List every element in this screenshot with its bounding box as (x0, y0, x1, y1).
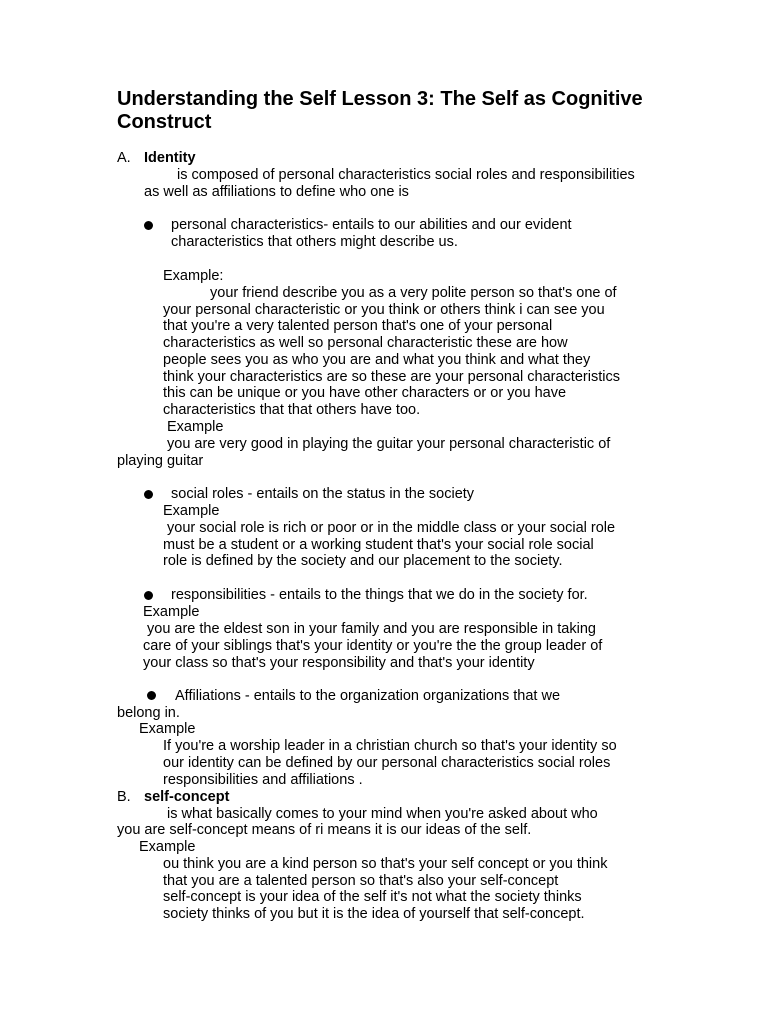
section-b-marker: B. (117, 789, 131, 805)
example-label: Example (139, 721, 196, 737)
example-line: self-concept is your idea of the self it's not what the society thinks (163, 889, 582, 905)
section-a-definition-line: is composed of personal characteristics social roles and responsibilities (177, 167, 635, 183)
section-a-marker: A. (117, 150, 131, 166)
personal-characteristics-bullet: characteristics that others might describe us. (171, 234, 458, 250)
example-line: people sees you as who you are and what you think and what they (163, 352, 591, 368)
section-b-definition-line: is what basically comes to your mind when you're asked about who (167, 806, 598, 822)
page-title: Understanding the Self Lesson 3: The Self as Cognitive Construct (117, 88, 643, 133)
example-label: Example (167, 419, 224, 435)
example-line: your class so that's your responsibility and that's your identity (143, 655, 535, 671)
section-b-definition-line: you are self-concept means of ri means it is our ideas of the self. (117, 822, 532, 838)
example-line: characteristics that that others have too. (163, 402, 421, 418)
bullet-icon (144, 490, 153, 499)
personal-characteristics-bullet: personal characteristics- entails to our abilities and our evident (171, 217, 572, 233)
example-line: that you are a talented person so that's also your self-concept (163, 873, 559, 889)
example-line: our identity can be defined by our personal characteristics social roles (163, 755, 611, 771)
example-line: that you're a very talented person that's one of your personal (163, 318, 553, 334)
example-line: responsibilities and affiliations . (163, 772, 363, 788)
social-roles-bullet: social roles - entails on the status in the society (171, 486, 475, 502)
example-line: role is defined by the society and our placement to the society. (163, 553, 563, 569)
bullet-icon (144, 221, 153, 230)
example-label: Example (139, 839, 196, 855)
example-line: must be a student or a working student that's your social role social (163, 537, 594, 553)
example-line: your personal characteristic or you think or others think i can see you (163, 302, 605, 318)
example-label: Example (143, 604, 200, 620)
example-line: society thinks of you but it is the idea of yourself that self-concept. (163, 906, 585, 922)
affiliations-bullet: Affiliations - entails to the organization organizations that we (175, 688, 561, 704)
example-line: you are the eldest son in your family and you are responsible in taking (147, 621, 596, 637)
example-line: your friend describe you as a very polite person so that's one of (210, 285, 617, 301)
example-line: ou think you are a kind person so that's your self concept or you think (163, 856, 608, 872)
bullet-icon (147, 691, 156, 700)
bullet-icon (144, 591, 153, 600)
example-line: If you're a worship leader in a christian church so that's your identity so (163, 738, 617, 754)
example-line: think your characteristics are so these are your personal characteristics (163, 369, 620, 385)
responsibilities-bullet: responsibilities - entails to the things that we do in the society for. (171, 587, 588, 603)
example-line: care of your siblings that's your identity or you're the the group leader of (143, 638, 603, 654)
example-line: playing guitar (117, 453, 204, 469)
affiliations-bullet: belong in. (117, 705, 180, 721)
section-b-heading: self-concept (144, 789, 230, 805)
example-line: characteristics as well so personal characteristic these are how (163, 335, 568, 351)
example-label: Example: (163, 268, 224, 284)
example-line: your social role is rich or poor or in the middle class or your social role (167, 520, 616, 536)
section-a-definition-line: as well as affiliations to define who one is (144, 184, 409, 200)
example-label: Example (163, 503, 220, 519)
section-a-heading: Identity (144, 150, 196, 166)
example-line: you are very good in playing the guitar your personal characteristic of (167, 436, 611, 452)
example-line: this can be unique or you have other characters or or you have (163, 385, 567, 401)
